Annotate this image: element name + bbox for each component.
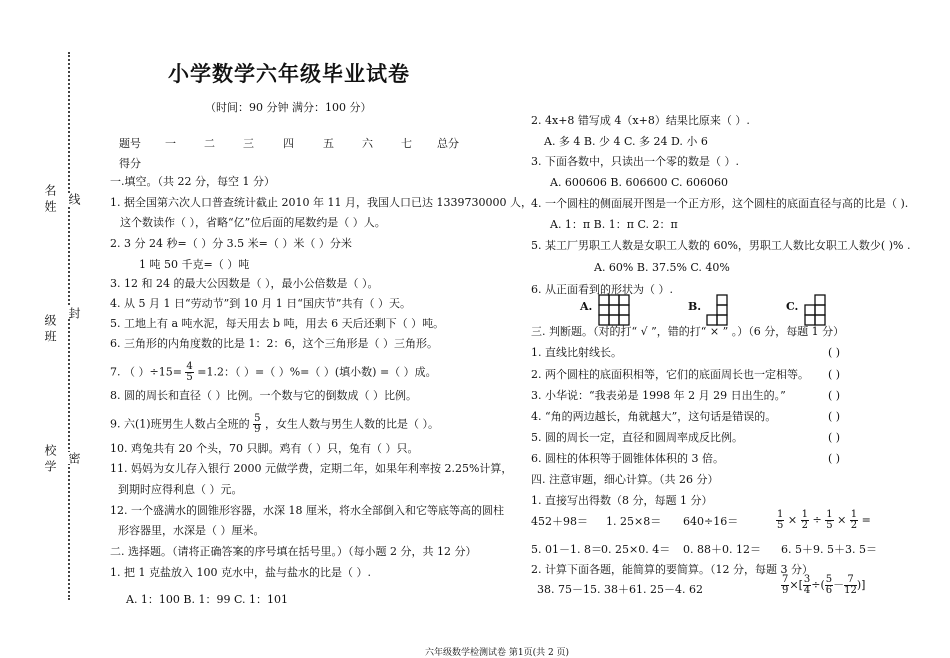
calc-item: 0. 25×0. 4＝: [601, 543, 671, 556]
judge-item-5: 5. 圆的周长一定，直径和圆周率成反比例。: [531, 431, 743, 444]
calc-2-title: 2. 计算下面各题，能简算的要简算。（12 分，每题 3 分）: [531, 563, 813, 576]
choice-question-6: 6. 从正面看到的形状为（ ）.: [531, 283, 673, 296]
question-fill-5: 5. 工地上有 a 吨水泥，每天用去 b 吨，用去 6 天后还剩下（ ）吨。: [110, 317, 445, 330]
score-header: 五: [323, 137, 334, 150]
denominator: 5: [826, 520, 833, 531]
choice-question-2: 2. 4x+8 错写成 4（x+8）结果比原来（ ）.: [531, 114, 750, 127]
calc-item: 0. 88＋0. 12＝: [683, 543, 761, 556]
question-fill-2a: 2. 3 分 24 秒=（ ）分 3.5 米=（ ）米（ ）分米: [110, 237, 352, 250]
denominator: 6: [825, 585, 833, 596]
judge-answer-paren: ( ): [828, 431, 841, 444]
binding-secret-label: 密: [67, 452, 81, 464]
calc-item: 5. 01－1. 8＝: [531, 543, 602, 556]
question-fill-12a: 12. 一个盛满水的圆锥形容器，水深 18 厘米，将水全部倒入和它等底等高的圆柱: [110, 504, 504, 517]
q7-fraction: [185, 362, 193, 383]
denominator: 9: [782, 585, 789, 596]
question-fill-4: 4. 从 5 月 1 日“劳动节”到 10 月 1 日“国庆节”共有（ ）天。: [110, 297, 411, 310]
page-footer: 六年级数学检测试卷 第1页(共 2 页): [425, 648, 570, 658]
section-4-title: 四. 注意审题，细心计算。（共 26 分）: [531, 473, 719, 486]
calc-item: 452＋98＝: [531, 515, 588, 528]
q9-denominator: 9: [254, 424, 261, 435]
choice-question-4: 4. 一个圆柱的侧面展开图是一个正方形，这个圆柱的底面直径与高的比是（ ).: [531, 197, 909, 210]
question-fill-10: 10. 鸡兔共有 20 个头，70 只脚。鸡有（ ）只，兔有（ ）只。: [110, 442, 419, 455]
calc-item: 640÷16＝: [683, 515, 739, 528]
binding-name-label: 名 姓: [43, 184, 57, 212]
q9-suffix: ，女生人数与男生人数的比是（ ）。: [264, 417, 439, 431]
denominator: 2: [801, 520, 808, 531]
score-header: 四: [283, 137, 294, 150]
q7-suffix: =1.2：（ ）=（ ）%=（ ）(填小数) =（ ）成。: [197, 365, 437, 379]
question-fill-1b: 这个数读作（ ），省略“亿”位后面的尾数约是（ ）人。: [120, 216, 386, 229]
fraction: [844, 575, 857, 596]
choice-2-options: A. 多 4 B. 少 4 C. 多 24 D. 小 6: [544, 135, 708, 148]
cube-option-c-label: C.: [786, 300, 799, 313]
numerator: 1: [850, 509, 858, 520]
score-header: 二: [204, 137, 215, 150]
denominator: 4: [803, 585, 811, 596]
section-3-title: 三. 判断题。（对的打“ √ ”，错的打“ × ” 。）（6 分，每题 1 分）: [531, 325, 845, 338]
operator: )]: [856, 578, 866, 592]
q9-numerator: 5: [254, 413, 261, 424]
judge-item-1: 1. 直线比射线长。: [531, 346, 622, 359]
choice-4-options: A. 1：π B. 1：π C. 2：π: [550, 218, 678, 231]
fraction: [825, 510, 833, 531]
numerator: 1: [777, 509, 784, 520]
operator: ÷(: [811, 578, 825, 592]
score-header: 总分: [437, 137, 459, 150]
question-fill-2b: 1 吨 50 千克=（ ）吨: [139, 258, 250, 271]
judge-answer-paren: ( ): [828, 452, 841, 465]
question-fill-11a: 11. 妈妈为女儿存入银行 2000 元做学费，定期二年，如果年利率按 2.25%计算，: [110, 462, 513, 475]
score-header: 七: [401, 137, 412, 150]
choice-1-options: A. 1：100 B. 1：99 C. 1：101: [126, 593, 289, 606]
denominator: 5: [777, 520, 784, 531]
numerator: 7: [844, 575, 857, 586]
numerator: 3: [803, 574, 811, 585]
calc-1-title: 1. 直接写出得数（8 分，每题 1 分）: [531, 494, 713, 507]
calc-item: 1. 25×8＝: [606, 515, 662, 528]
judge-item-6: 6. 圆柱的体积等于圆锥体体积的 3 倍。: [531, 452, 724, 465]
q7-prefix: 7. （ ）÷15=: [110, 365, 182, 379]
section-1-title: 一.填空。（共 22 分，每空 1 分）: [110, 175, 275, 188]
question-fill-1a: 1. 据全国第六次人口普查统计截止 2010 年 11 月，我国人口已达 1339730000 人，: [110, 196, 532, 209]
fraction: [850, 510, 858, 531]
fraction: [776, 510, 784, 531]
score-header: 六: [362, 137, 373, 150]
choice-3-options: A. 600606 B. 606600 C. 606060: [550, 176, 728, 189]
binding-dotted-line: [68, 52, 78, 600]
calc-fraction-expression: [776, 510, 871, 531]
cube-option-a-label: A.: [580, 300, 593, 313]
question-fill-11b: 到期时应得利息（ ）元。: [118, 483, 243, 496]
choice-5-options: A. 60% B. 37.5% C. 40%: [594, 261, 730, 274]
judge-answer-paren: ( ): [828, 346, 841, 359]
fraction: [801, 510, 809, 531]
denominator: 2: [850, 520, 858, 531]
numerator: 5: [825, 574, 833, 585]
operator: =: [861, 513, 871, 527]
cube-option-b-label: B.: [688, 300, 702, 313]
q9-fraction: [253, 414, 261, 435]
judge-item-3: 3. 小华说：“我表弟是 1998 年 2 月 29 日出生的。”: [531, 389, 786, 402]
binding-line-label: 线: [67, 193, 81, 205]
operator: ×: [787, 513, 798, 527]
judge-item-2: 2. 两个圆柱的底面积相等，它们的底面周长也一定相等。: [531, 368, 809, 381]
fraction: [803, 575, 811, 596]
question-fill-6: 6. 三角形的内角度数的比是 1：2：6，这个三角形是（ ）三角形。: [110, 337, 438, 350]
score-header: 题号: [119, 137, 141, 150]
operator: －: [833, 578, 845, 592]
judge-answer-paren: ( ): [828, 389, 841, 402]
numerator: 1: [826, 509, 833, 520]
question-fill-9: [110, 414, 439, 435]
denominator: 12: [844, 585, 857, 596]
page-subtitle: （时间：90 分钟 满分：100 分）: [205, 101, 372, 114]
numerator: 7: [782, 574, 789, 585]
page-title: 小学数学六年级毕业试卷: [168, 61, 410, 86]
operator: ×: [837, 513, 847, 527]
score-header: 一: [165, 137, 176, 150]
judge-item-4: 4. “角的两边越长，角就越大”，这句话是错误的。: [531, 410, 777, 423]
judge-answer-paren: ( ): [828, 368, 841, 381]
binding-school-label: 校 学: [43, 444, 57, 472]
fraction: [825, 575, 833, 596]
q7-numerator: 4: [186, 361, 193, 372]
choice-question-3: 3. 下面各数中，只读出一个零的数是（ ）.: [531, 155, 739, 168]
calc-2-expression-a: 38. 75－15. 38＋61. 25－4. 62: [537, 583, 703, 596]
choice-question-5: 5. 某工厂男职工人数是女职工人数的 60%，男职工人数比女职工人数少( )% .: [531, 239, 911, 252]
q7-denominator: 5: [186, 372, 193, 383]
q9-prefix: 9. 六(1)班男生人数占全班的: [110, 417, 250, 431]
question-fill-8: 8. 圆的周长和直径（ ）比例。一个数与它的倒数成（ ）比例。: [110, 389, 417, 402]
binding-class-label: 级 班: [43, 314, 57, 342]
choice-question-1: 1. 把 1 克盐放入 100 克水中，盐与盐水的比是（ ）.: [110, 566, 371, 579]
section-2-title: 二. 选择题。（请将正确答案的序号填在括号里。）（每小题 2 分，共 12 分）: [110, 545, 477, 558]
question-fill-12b: 形容器里，水深是（ ）厘米。: [118, 524, 265, 537]
calc-item: 6. 5＋9. 5＋3. 5＝: [781, 543, 877, 556]
score-label: 得分: [119, 157, 141, 170]
score-header: 三: [243, 137, 254, 150]
operator: ÷: [812, 513, 822, 527]
judge-answer-paren: ( ): [828, 410, 841, 423]
question-fill-3: 3. 12 和 24 的最大公因数是（ ），最小公倍数是（ ）。: [110, 277, 379, 290]
binding-seal-label: 封: [67, 307, 81, 319]
numerator: 1: [801, 509, 808, 520]
operator: ×[: [789, 578, 803, 592]
question-fill-7: [110, 362, 437, 383]
calc-2-expression-b: [781, 575, 865, 596]
